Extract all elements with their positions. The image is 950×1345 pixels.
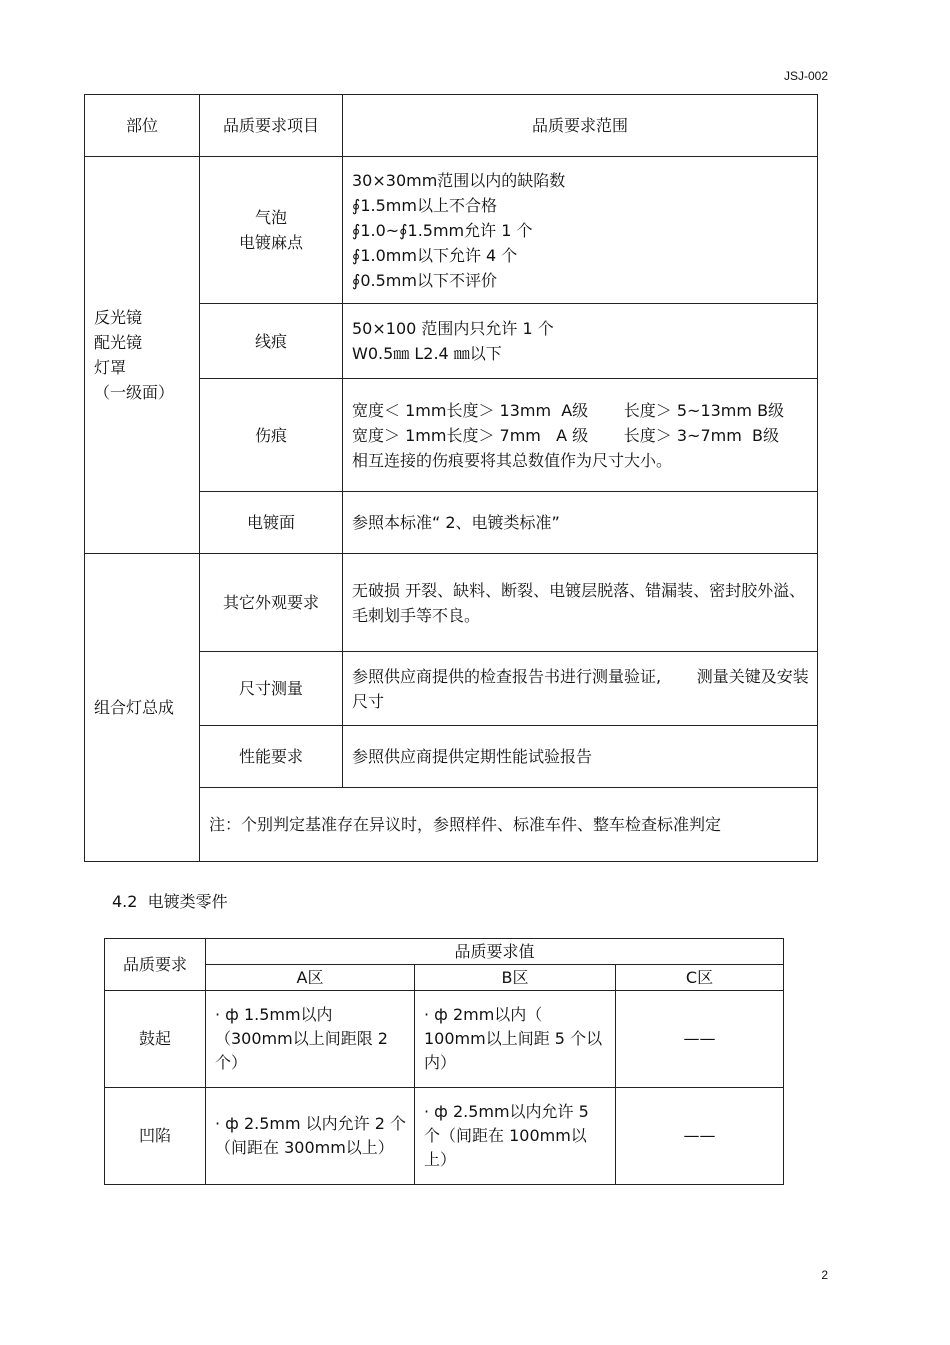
document-code: JSJ-002 xyxy=(783,69,828,83)
cell-dent-a: · ф 2.5mm 以内允许 2 个 （间距在 300mm以上） xyxy=(206,1088,415,1185)
table-row xyxy=(85,157,818,304)
cell-bulge-a: · ф 1.5mm以内 （300mm以上间距限 2 个） xyxy=(206,991,415,1088)
table-header-row xyxy=(105,965,784,991)
table-header-row xyxy=(105,939,784,965)
cell-bulge-c: —— xyxy=(616,991,784,1088)
item-line-mark: 线痕 xyxy=(200,304,343,379)
page-number: 2 xyxy=(821,1268,828,1282)
table-header-row xyxy=(85,95,818,157)
quality-requirements-table xyxy=(84,94,818,862)
item-bubble: 气泡 电镀麻点 xyxy=(200,157,343,304)
cell-dent-c: —— xyxy=(616,1088,784,1185)
header-zone-a: A区 xyxy=(206,965,415,991)
header-quality-requirement: 品质要求 xyxy=(105,939,206,991)
range-dimension: 参照供应商提供的检查报告书进行测量验证, 测量关键及安装尺寸 xyxy=(343,652,818,726)
table-row xyxy=(105,991,784,1088)
item-performance: 性能要求 xyxy=(200,726,343,788)
header-zone-c: C区 xyxy=(616,965,784,991)
range-other-appearance: 无破损 开裂、缺料、断裂、电镀层脱落、错漏装、密封胶外溢、毛刺划手等不良。 xyxy=(343,554,818,652)
range-scratch: 宽度＜ 1mm长度＞ 13mm A级 长度＞ 5~13mm B级 宽度＞ 1mm长度＞ 7mm A 级 长度＞ 3~7mm B级 相互连接的伤痕要将其总数值作为尺寸大小。 xyxy=(343,379,818,492)
range-line-mark: 50×100 范围内只允许 1 个 W0.5㎜ L2.4 ㎜以下 xyxy=(343,304,818,379)
item-plating-surface: 电镀面 xyxy=(200,492,343,554)
table-row xyxy=(85,554,818,652)
row-label-dent: 凹陷 xyxy=(105,1088,206,1185)
range-performance: 参照供应商提供定期性能试验报告 xyxy=(343,726,818,788)
item-scratch: 伤痕 xyxy=(200,379,343,492)
cell-dent-b: · ф 2.5mm以内允许 5 个（间距在 100mm以上） xyxy=(415,1088,616,1185)
section-heading: 4.2 电镀类零件 xyxy=(112,892,228,911)
range-plating-surface: 参照本标准“ 2、电镀类标准” xyxy=(343,492,818,554)
item-dimension: 尺寸测量 xyxy=(200,652,343,726)
plating-parts-table xyxy=(104,938,784,1185)
table-note: 注：个别判定基准存在异议时，参照样件、标准车件、整车检查标准判定 xyxy=(200,788,818,862)
header-range: 品质要求范围 xyxy=(343,95,818,157)
header-part: 部位 xyxy=(85,95,200,157)
part-lamp-assembly: 组合灯总成 xyxy=(85,554,200,862)
cell-bulge-b: · ф 2mm以内（ 100mm以上间距 5 个以内） xyxy=(415,991,616,1088)
item-other-appearance: 其它外观要求 xyxy=(200,554,343,652)
part-reflector-group: 反光镜 配光镜 灯罩 （一级面） xyxy=(85,157,200,554)
table-row xyxy=(105,1088,784,1185)
header-zone-b: B区 xyxy=(415,965,616,991)
header-quality-value: 品质要求值 xyxy=(206,939,784,965)
range-bubble: 30×30mm范围以内的缺陷数 ∮1.5mm以上不合格 ∮1.0~∮1.5mm允许 1 个 ∮1.0mm以下允许 4 个 ∮0.5mm以下不评价 xyxy=(343,157,818,304)
header-item: 品质要求项目 xyxy=(200,95,343,157)
row-label-bulge: 鼓起 xyxy=(105,991,206,1088)
